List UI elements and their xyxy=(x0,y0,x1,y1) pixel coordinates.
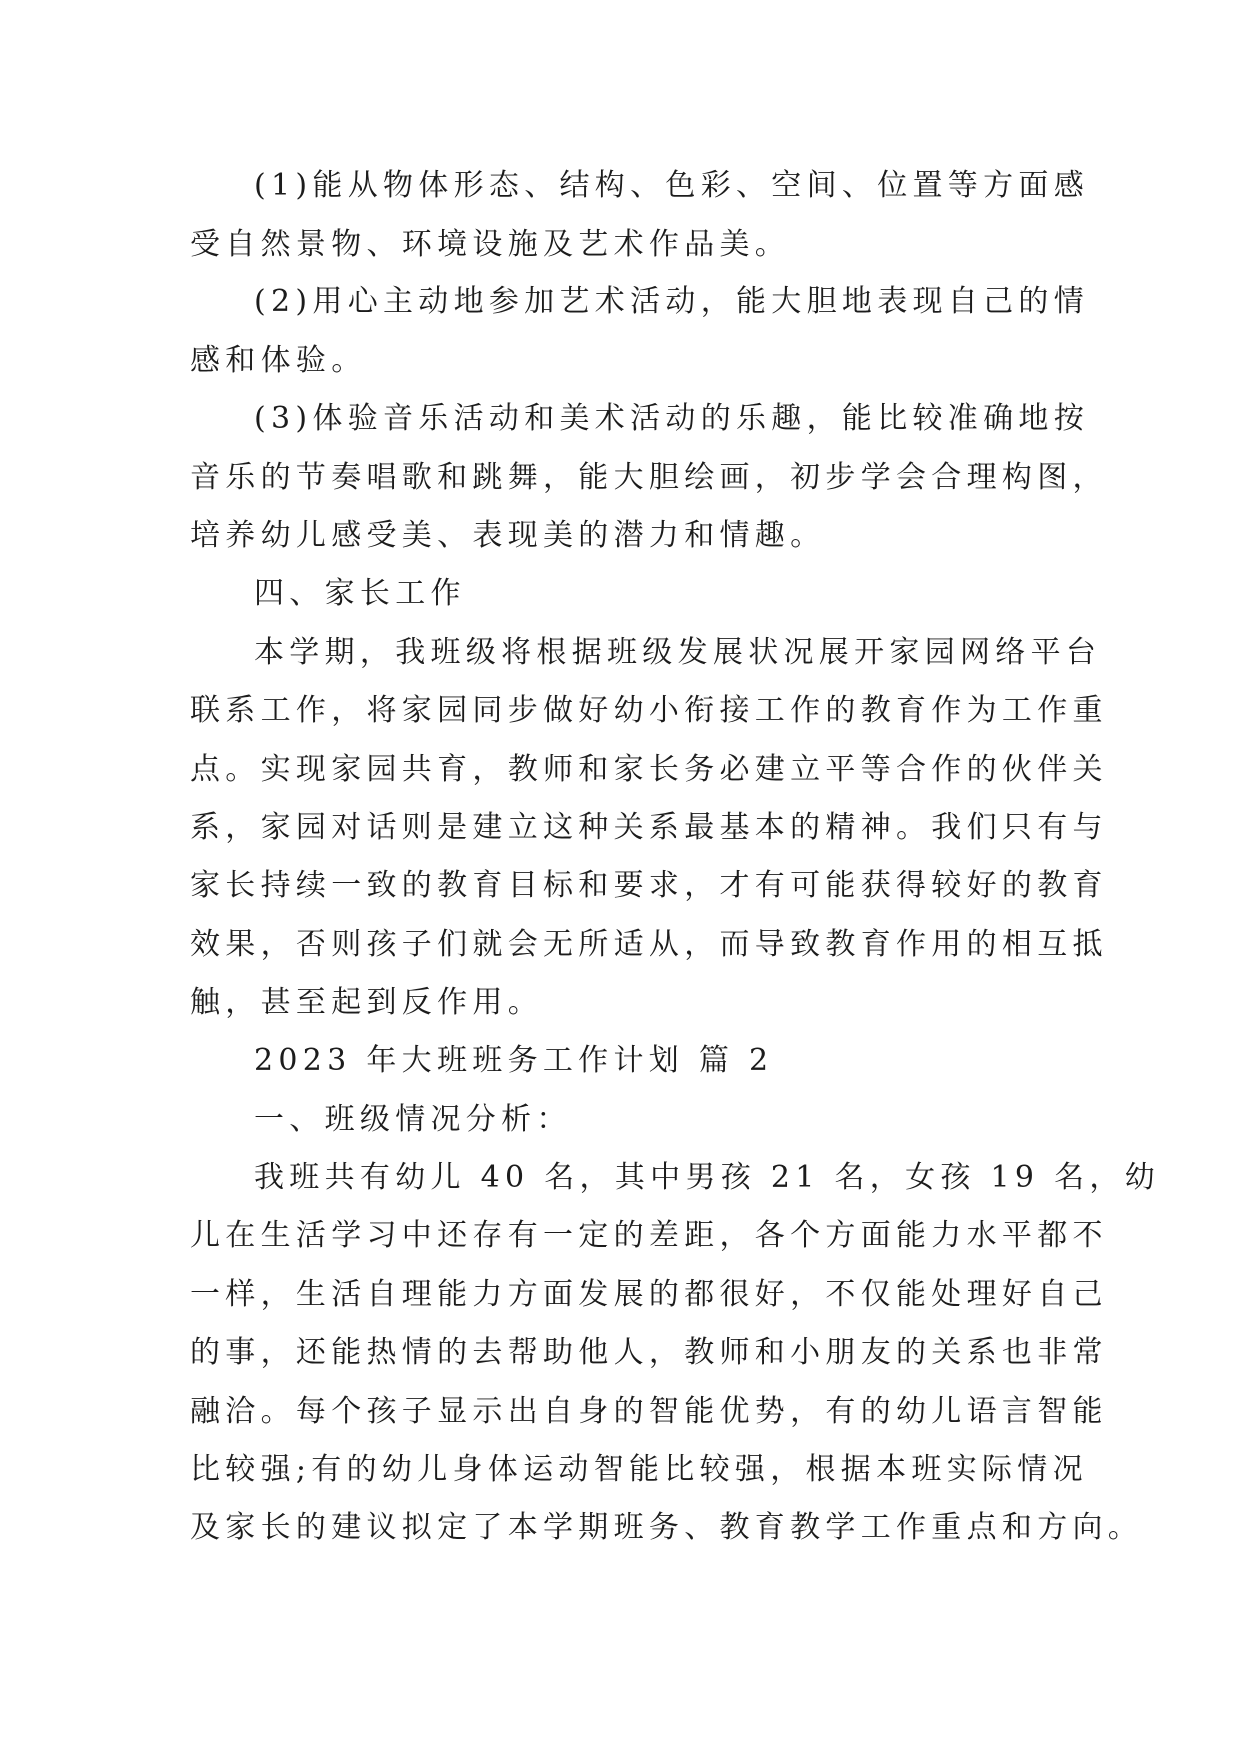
text-line: 点。实现家园共育，教师和家长务必建立平等合作的伙伴关 xyxy=(190,752,1108,787)
text-line: 联系工作，将家园同步做好幼小衔接工作的教育作为工作重 xyxy=(190,693,1108,728)
text-line: 及家长的建议拟定了本学期班务、教育教学工作重点和方向。 xyxy=(190,1510,1144,1545)
text-line: 音乐的节奏唱歌和跳舞，能大胆绘画，初步学会合理构图， xyxy=(190,460,1108,495)
text-line: 培养幼儿感受美、表现美的潜力和情趣。 xyxy=(190,518,826,553)
text-line: 系，家园对话则是建立这种关系最基本的精神。我们只有与 xyxy=(190,810,1108,845)
text-line: 本学期，我班级将根据班级发展状况展开家园网络平台 xyxy=(254,635,1102,670)
text-line: 触，甚至起到反作用。 xyxy=(190,985,543,1020)
text-line: 比较强;有的幼儿身体运动智能比较强，根据本班实际情况 xyxy=(190,1452,1088,1487)
text-line: 我班共有幼儿 40 名，其中男孩 21 名，女孩 19 名，幼 xyxy=(254,1160,1161,1195)
text-line: (2)用心主动地参加艺术活动，能大胆地表现自己的情 xyxy=(254,284,1089,319)
text-line: 受自然景物、环境设施及艺术作品美。 xyxy=(190,227,791,262)
section-heading: 四、家长工作 xyxy=(254,576,466,611)
text-line: 的事，还能热情的去帮助他人，教师和小朋友的关系也非常 xyxy=(190,1335,1108,1370)
text-line: (1)能从物体形态、结构、色彩、空间、位置等方面感 xyxy=(254,168,1089,203)
section-heading: 2023 年大班班务工作计划 篇 2 xyxy=(254,1043,774,1078)
section-heading: 一、班级情况分析： xyxy=(254,1102,572,1137)
text-line: 家长持续一致的教育目标和要求，才有可能获得较好的教育 xyxy=(190,868,1108,903)
text-line: 儿在生活学习中还存有一定的差距，各个方面能力水平都不 xyxy=(190,1218,1108,1253)
text-line: 融洽。每个孩子显示出自身的智能优势，有的幼儿语言智能 xyxy=(190,1394,1108,1429)
text-line: 感和体验。 xyxy=(190,343,367,378)
text-line: 一样，生活自理能力方面发展的都很好，不仅能处理好自己 xyxy=(190,1277,1108,1312)
text-line: (3)体验音乐活动和美术活动的乐趣，能比较准确地按 xyxy=(254,401,1089,436)
text-line: 效果，否则孩子们就会无所适从，而导致教育作用的相互抵 xyxy=(190,927,1108,962)
